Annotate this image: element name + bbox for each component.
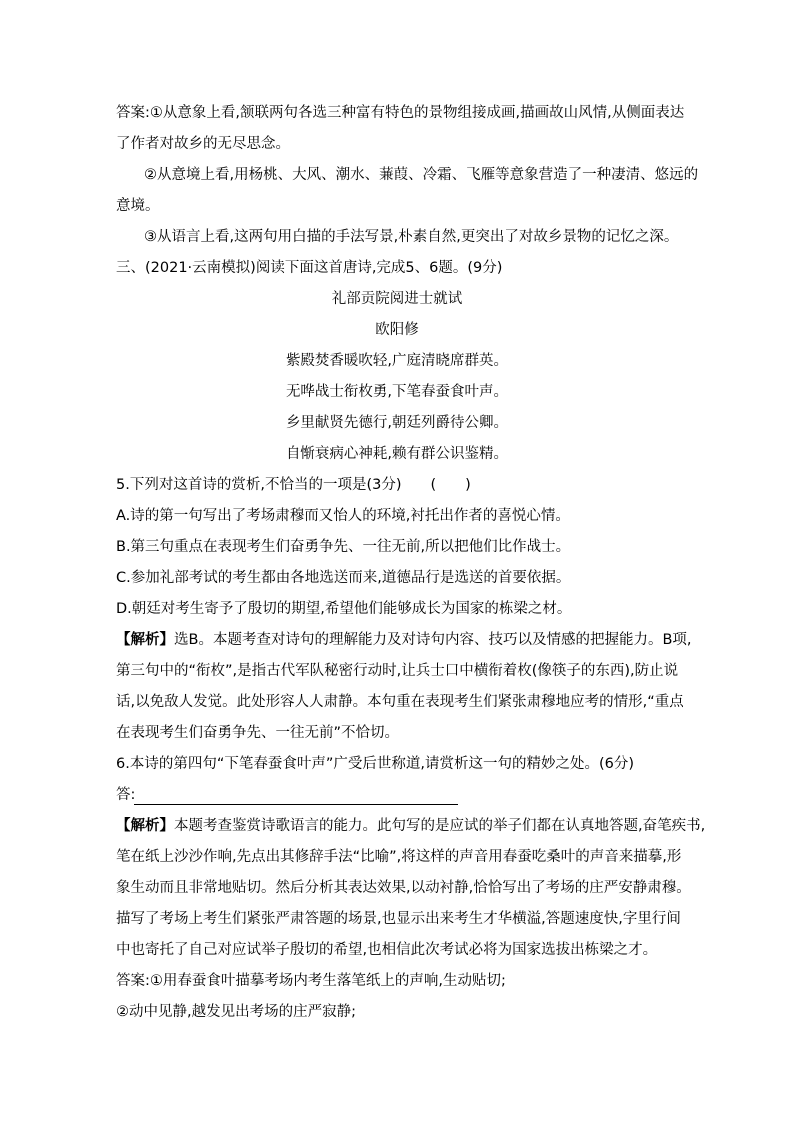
question-5-stem: 5.下列对这首诗的赏析,不恰当的一项是(3分) ( ) xyxy=(116,477,471,493)
analysis-tag: 【解析】 xyxy=(116,632,174,648)
analysis-line xyxy=(116,630,692,650)
analysis-line: 笔在纸上沙沙作响,先点出其修辞手法“比喻”,将这样的声音用春蚕吃桑叶的声音来描摹,形 xyxy=(116,849,682,865)
answer-point-2-cont: 意境。 xyxy=(116,198,160,214)
poem-line: 乡里献贤先德行,朝廷列爵待公卿。 xyxy=(285,415,509,431)
analysis-text: 选B。本题考查对诗句的理解能力及对诗句内容、技巧以及情感的把握能力。B项, xyxy=(174,632,692,648)
answer-point-2: ②从意境上看,用杨桃、大风、潮水、蒹葭、冷霜、飞雁等意象营造了一种凄清、悠远的 xyxy=(144,167,699,183)
option-a: A.诗的第一句写出了考场肃穆而又怡人的环境,衬托出作者的喜悦心情。 xyxy=(116,508,570,524)
poem-author: 欧阳修 xyxy=(375,322,419,338)
question-6-stem: 6.本诗的第四句“下笔春蚕食叶声”广受后世称道,请赏析这一句的精妙之处。(6分) xyxy=(116,756,635,772)
analysis-line: 象生动而且非常地贴切。然后分析其表达效果,以动衬静,恰恰写出了考场的庄严安静肃穆。 xyxy=(116,880,691,896)
option-c: C.参加礼部考试的考生都由各地选送而来,道德品行是选送的首要依据。 xyxy=(116,570,571,586)
analysis-line: 在表现考生们奋勇争先、一往无前”不恰切。 xyxy=(116,725,400,741)
poem-title: 礼部贡院阅进士就试 xyxy=(331,291,463,307)
section-intro: 三、(2021·云南模拟)阅读下面这首唐诗,完成5、6题。(9分) xyxy=(116,260,503,276)
poem-line: 紫殿焚香暖吹轻,广庭清晓席群英。 xyxy=(285,353,509,369)
poem-line: 无哗战士衔枚勇,下笔春蚕食叶声。 xyxy=(285,384,509,400)
answer-label: 答: xyxy=(116,787,136,803)
answer-line: 答案:①从意象上看,颔联两句各选三种富有特色的景物组接成画,描画故山风情,从侧面表达 xyxy=(116,105,685,121)
analysis-text: 本题考查鉴赏诗歌语言的能力。此句写的是应试的举子们都在认真地答题,奋笔疾书, xyxy=(174,818,706,834)
analysis-line: 第三句中的“衔枚”,是指古代军队秘密行动时,让兵士口中横衔着枚(像筷子的东西),防止说 xyxy=(116,663,679,679)
analysis-line: 话,以免敌人发觉。此处形容人人肃静。本句重在表现考生们紧张肃穆地应考的情形,“重点 xyxy=(116,694,684,710)
option-b: B.第三句重点在表现考生们奋勇争先、一往无前,所以把他们比作战士。 xyxy=(116,539,571,555)
answer-blank-line[interactable] xyxy=(134,804,458,805)
analysis-tag: 【解析】 xyxy=(116,818,174,834)
option-d: D.朝廷对考生寄予了殷切的期望,希望他们能够成长为国家的栋梁之材。 xyxy=(116,601,572,617)
poem-line: 自惭衰病心神耗,赖有群公识鉴精。 xyxy=(285,446,509,462)
analysis-line: 描写了考场上考生们紧张严肃答题的场景,也显示出来考生才华横溢,答题速度快,字里行间 xyxy=(116,911,681,927)
analysis-line xyxy=(116,816,706,836)
answer-point-3: ③从语言上看,这两句用白描的手法写景,朴素自然,更突出了对故乡景物的记忆之深。 xyxy=(144,229,679,245)
analysis-line: 中也寄托了自己对应试举子殷切的希望,也相信此次考试必将为国家选拔出栋梁之才。 xyxy=(116,942,658,958)
answer-line: 答案:①用春蚕食叶描摹考场内考生落笔纸上的声响,生动贴切; xyxy=(116,973,506,989)
answer-line: ②动中见静,越发见出考场的庄严寂静; xyxy=(116,1004,356,1020)
answer-line: 了作者对故乡的无尽思念。 xyxy=(116,136,290,152)
